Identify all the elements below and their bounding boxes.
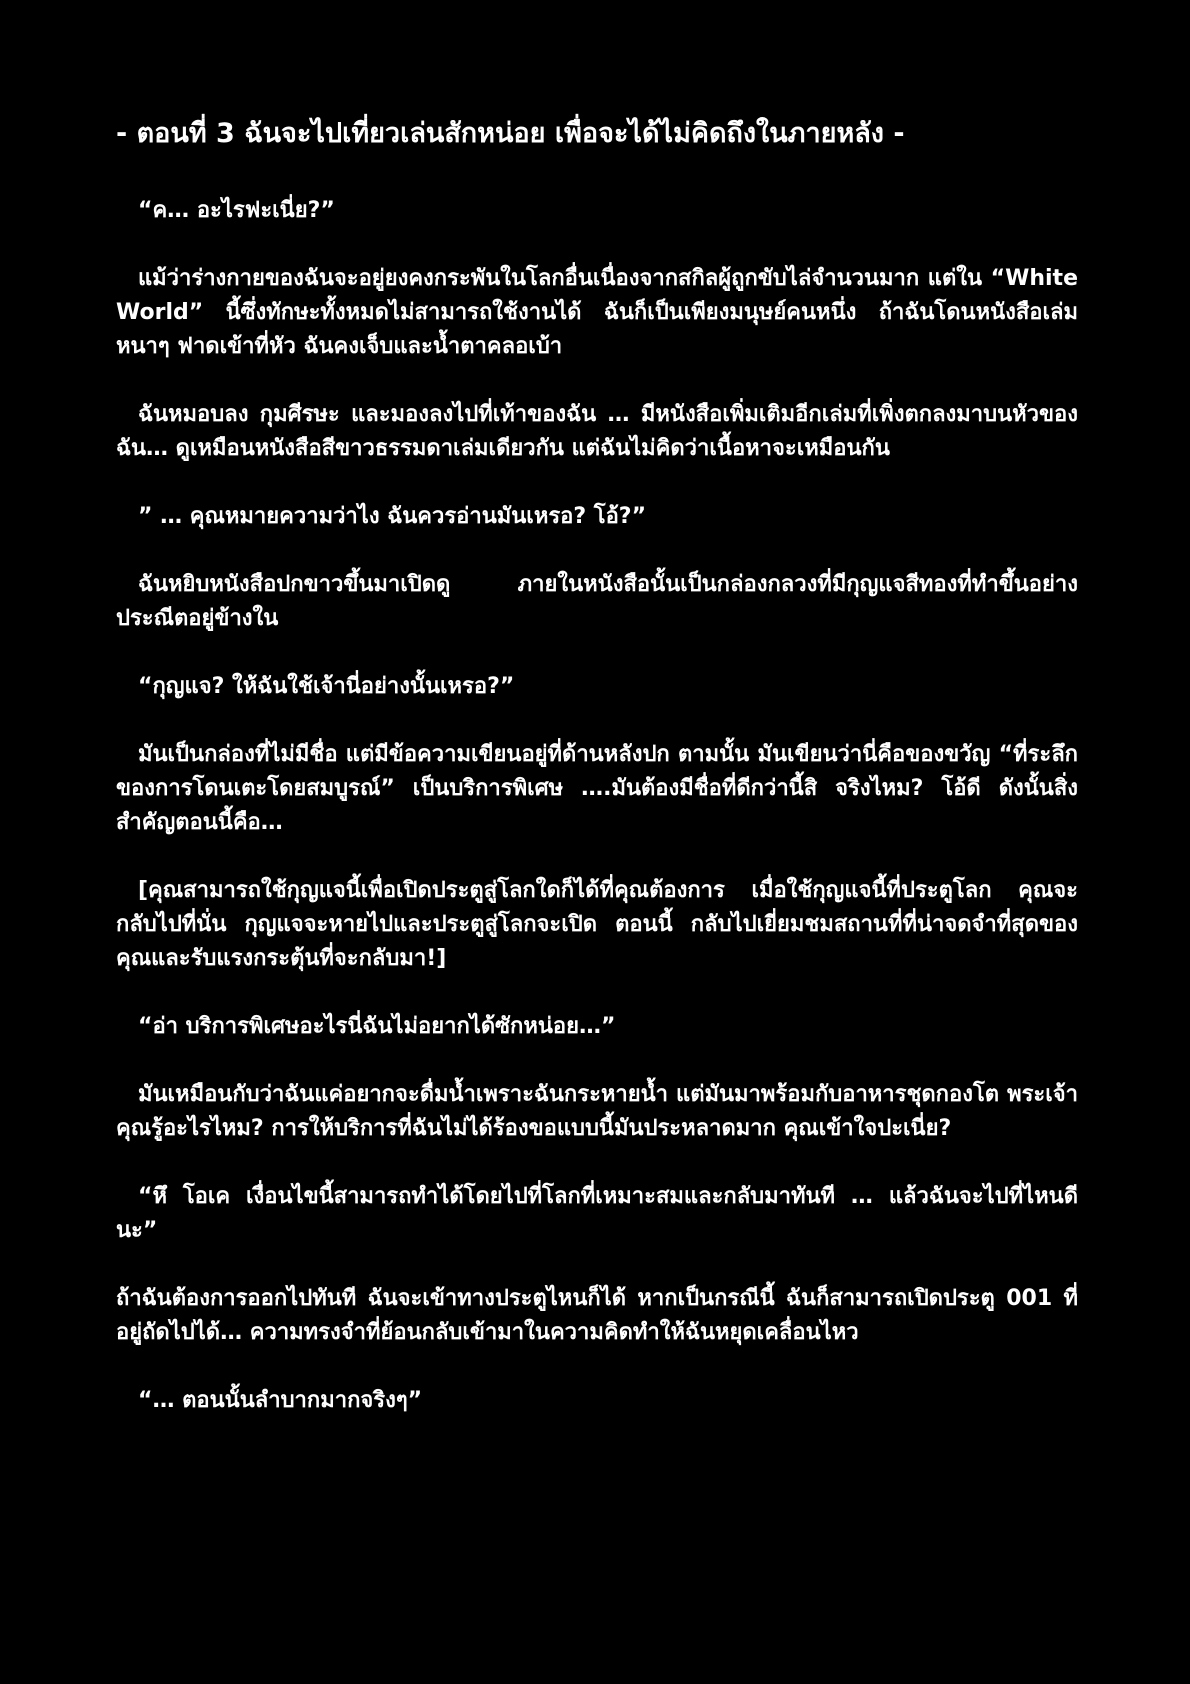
paragraph: “หึ โอเค เงื่อนไขนี้สามารถทำได้โดยไปที่โลกที่เหมาะสมและกลับมาทันที … แล้วฉันจะไปที่ไหนดีนะ” (116, 1184, 1078, 1243)
paragraph: “กุญแจ? ให้ฉันใช้เจ้านี่อย่างนั้นเหรอ?” (138, 674, 515, 699)
paragraph: “อ่า บริการพิเศษอะไรนี่ฉันไม่อยากได้ซักหน่อย…” (138, 1014, 616, 1039)
chapter-title: - ตอนที่ 3 ฉันจะไปเที่ยวเล่นสักหน่อย เพื่อจะได้ไม่คิดถึงในภายหลัง - (116, 118, 905, 149)
chapter-text (116, 112, 1078, 1452)
paragraph: “ค… อะไรฟะเนี่ย?” (138, 198, 335, 223)
paragraph: มันเหมือนกับว่าฉันแค่อยากจะดื่มน้ำเพราะฉันกระหายน้ำ แต่มันมาพร้อมกับอาหารชุดกองโต พระเจ้า คุณรู้อะไรไหม? การให้บริการที่ฉันไม่ได้ร้องขอแบบนี้มันประหลาดมาก คุณเข้าใจปะเนี่ย? (116, 1082, 1078, 1141)
paragraph: ฉันหยิบหนังสือปกขาวขึ้นมาเปิดดู ภายในหนังสือนั้นเป็นกล่องกลวงที่มีกุญแจสีทองที่ทำขึ้นอย่างประณีตอยู่ข้างใน (116, 572, 1078, 631)
paragraph: ถ้าฉันต้องการออกไปทันที ฉันจะเข้าทางประตูไหนก็ได้ หากเป็นกรณีนี้ ฉันก็สามารถเปิดประตู 001 ที่อยู่ถัดไปได้… ความทรงจำที่ย้อนกลับเข้ามาในความคิดทำให้ฉันหยุดเคลื่อนไหว (116, 1286, 1078, 1345)
paragraph: “… ตอนนั้นลำบากมากจริงๆ” (138, 1388, 423, 1413)
paragraph: แม้ว่าร่างกายของฉันจะอยู่ยงคงกระพันในโลกอื่นเนื่องจากสกิลผู้ถูกขับไล่จำนวนมาก แต่ใน “White World” นี้ซึ่งทักษะทั้งหมดไม่สามารถใช้งานได้ ฉันก็เป็นเพียงมนุษย์คนหนึ่ง ถ้าฉันโดนหนังสือเล่มหนาๆ ฟาดเข้าที่หัว ฉันคงเจ็บและน้ำตาคลอเบ้า (116, 266, 1078, 359)
paragraph: มันเป็นกล่องที่ไม่มีชื่อ แต่มีข้อความเขียนอยู่ที่ด้านหลังปก ตามนั้น มันเขียนว่านี่คือของขวัญ “ที่ระลึกของการโดนเตะโดยสมบูรณ์” เป็นบริการพิเศษ ….มันต้องมีชื่อที่ดีกว่านี้สิ จริงไหม? โอ้ดี ดังนั้นสิ่งสำคัญตอนนี้คือ… (116, 742, 1078, 835)
paragraph: [คุณสามารถใช้กุญแจนี้เพื่อเปิดประตูสู่โลกใดก็ได้ที่คุณต้องการ เมื่อใช้กุญแจนี้ที่ประตูโลก คุณจะกลับไปที่นั่น กุญแจจะหายไปและประตูสู่โลกจะเปิด ตอนนี้ กลับไปเยี่ยมชมสถานที่ที่น่าจดจำที่สุดของคุณและรับแรงกระตุ้นที่จะกลับมา!] (116, 878, 1078, 971)
paragraph: ” … คุณหมายความว่าไง ฉันควรอ่านมันเหรอ? โอ้?” (138, 504, 647, 529)
paragraph: ฉันหมอบลง กุมศีรษะ และมองลงไปที่เท้าของฉัน … มีหนังสือเพิ่มเติมอีกเล่มที่เพิ่งตกลงมาบนหัวของฉัน… ดูเหมือนหนังสือสีขาวธรรมดาเล่มเดียวกัน แต่ฉันไม่คิดว่าเนื้อหาจะเหมือนกัน (116, 402, 1078, 461)
